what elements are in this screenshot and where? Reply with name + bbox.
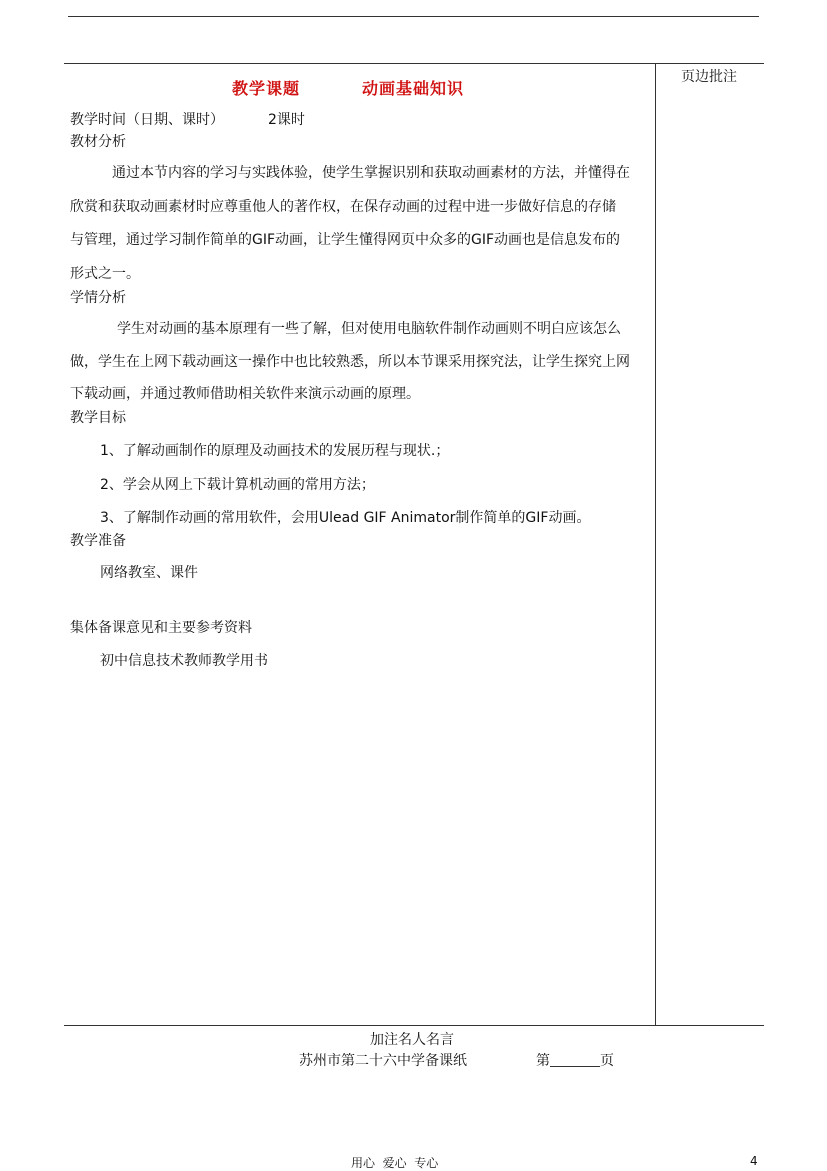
top-rule (68, 16, 759, 17)
margin-column-divider (655, 63, 656, 1026)
materials-heading: 教材分析 (70, 134, 126, 150)
table-bottom-border (64, 1025, 764, 1026)
students-heading: 学情分析 (70, 290, 126, 306)
goal-item: 3、了解制作动画的常用软件，会用Ulead GIF Animator制作简单的GIF动画。 (100, 510, 591, 526)
lesson-title-label: 教学课题 (232, 79, 301, 98)
goal-item: 1、了解动画制作的原理及动画技术的发展历程与现状.； (100, 443, 450, 459)
prep-text: 网络教室、课件 (100, 565, 198, 581)
students-line: 下载动画，并通过教师借助相关软件来演示动画的原理。 (70, 386, 420, 402)
school-name: 苏州市第二十六中学备课纸 (299, 1053, 467, 1069)
lesson-title (232, 76, 464, 99)
materials-line: 欣赏和获取动画素材时应尊重他人的著作权，在保存动画的过程中进一步做好信息的存储 (70, 199, 616, 215)
teaching-time-label: 教学时间（日期、课时） (70, 112, 224, 128)
students-line: 学生对动画的基本原理有一些了解，但对使用电脑软件制作动画则不明白应该怎么 (117, 321, 621, 337)
quote-label: 加注名人名言 (370, 1032, 454, 1048)
goal-item: 2、学会从网上下载计算机动画的常用方法； (100, 477, 375, 493)
references-text: 初中信息技术教师教学用书 (100, 653, 268, 669)
lesson-title-topic: 动画基础知识 (362, 79, 465, 98)
materials-line: 形式之一。 (70, 266, 140, 282)
teaching-time-value: 2课时 (268, 112, 305, 128)
page-blank (550, 1052, 600, 1067)
page-prefix: 第 (536, 1053, 550, 1069)
footer-motto: 用心 爱心 专心 (351, 1156, 439, 1170)
table-top-border (64, 63, 764, 64)
margin-note-header: 页边批注 (681, 69, 737, 85)
page-field (536, 1050, 614, 1070)
goals-heading: 教学目标 (70, 410, 126, 426)
prep-heading: 教学准备 (70, 533, 126, 549)
footer-page-number: 4 (750, 1154, 758, 1168)
materials-line: 与管理，通过学习制作简单的GIF动画，让学生懂得网页中众多的GIF动画也是信息发布的 (70, 232, 621, 248)
references-heading: 集体备课意见和主要参考资料 (70, 620, 252, 636)
students-line: 做，学生在上网下载动画这一操作中也比较熟悉，所以本节课采用探究法，让学生探究上网 (70, 354, 630, 370)
materials-line: 通过本节内容的学习与实践体验，使学生掌握识别和获取动画素材的方法，并懂得在 (112, 165, 630, 181)
page-suffix: 页 (600, 1053, 614, 1069)
